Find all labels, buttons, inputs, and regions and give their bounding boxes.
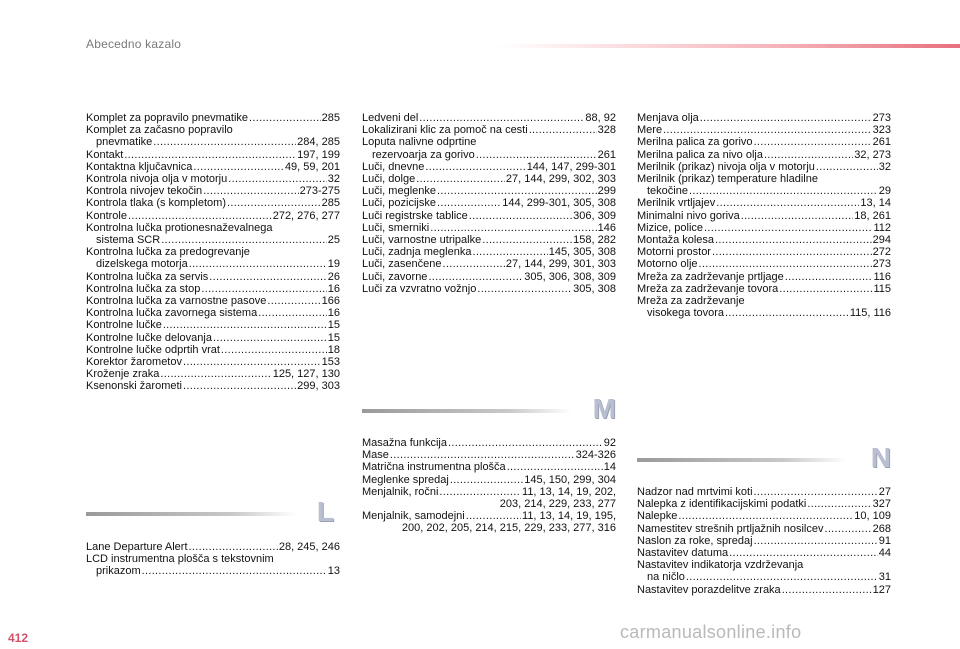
index-entry bbox=[637, 258, 891, 270]
index-entry bbox=[86, 185, 340, 197]
index-entry-term: Kontrolna lučka za servis bbox=[86, 270, 209, 283]
dot-leader bbox=[477, 283, 572, 295]
index-entry-pages: 18 bbox=[327, 343, 340, 356]
index-entry-pages: 284, 285 bbox=[297, 136, 340, 149]
index-entry-term: visokega tovora bbox=[647, 307, 725, 320]
index-entry-term: Meglenke spredaj bbox=[362, 473, 449, 486]
index-entry-pages: 116 bbox=[873, 270, 891, 283]
page-number: 412 bbox=[8, 631, 29, 645]
index-entry-term: Luči, meglenke bbox=[362, 185, 436, 198]
index-entry bbox=[362, 474, 616, 486]
dot-leader bbox=[189, 258, 327, 270]
index-entry-pages: 31 bbox=[878, 571, 891, 584]
index-column-l-entries bbox=[86, 541, 340, 578]
index-entry-term: Merilnik vrtljajev bbox=[637, 197, 716, 210]
index-entry bbox=[637, 234, 891, 246]
dot-leader bbox=[249, 112, 321, 124]
dot-leader bbox=[715, 234, 872, 246]
index-entry-term: Korektor žarometov bbox=[86, 356, 182, 369]
index-entry-pages: 15 bbox=[327, 331, 340, 344]
index-entry-pages: 261 bbox=[597, 148, 616, 161]
dot-leader bbox=[430, 222, 596, 234]
index-entry bbox=[86, 210, 340, 222]
index-entry-term: Masažna funkcija bbox=[362, 437, 447, 449]
index-entry-term: Kontrolne lučke delovanja bbox=[86, 331, 212, 344]
dot-leader bbox=[448, 437, 603, 449]
index-entry-term: sistema SCR bbox=[96, 234, 161, 247]
dot-leader bbox=[689, 185, 878, 197]
index-entry bbox=[86, 136, 340, 148]
index-entry-pages: 18, 261 bbox=[854, 209, 891, 222]
dot-leader bbox=[390, 449, 575, 461]
watermark: carmanualsonline.info bbox=[620, 622, 802, 642]
index-entry-term: Kontrola nivojev tekočin bbox=[86, 185, 203, 198]
index-entry-heading: Komplet za začasno popravilo bbox=[86, 124, 233, 137]
index-entry bbox=[362, 222, 616, 234]
index-entry-term: Lane Departure Alert bbox=[86, 541, 188, 553]
index-entry bbox=[86, 380, 340, 392]
index-entry bbox=[86, 149, 340, 161]
section-heading-n bbox=[637, 444, 891, 478]
dot-leader bbox=[183, 356, 321, 368]
dot-leader bbox=[163, 319, 327, 331]
index-entry bbox=[637, 535, 891, 547]
dot-leader bbox=[469, 210, 572, 222]
dot-leader bbox=[716, 197, 859, 209]
dot-leader bbox=[816, 161, 878, 173]
index-entry bbox=[362, 486, 616, 498]
index-entry bbox=[362, 197, 616, 209]
index-entry-heading: Loputa nalivne odprtine bbox=[362, 136, 477, 149]
index-entry-pages: 11, 13, 14, 19, 195, bbox=[522, 510, 616, 523]
index-entry-pages: 92 bbox=[603, 437, 616, 449]
index-entry-pages: 273 bbox=[872, 112, 891, 124]
index-entry-term: Naslon za roke, spredaj bbox=[637, 534, 753, 547]
dot-leader bbox=[741, 210, 854, 222]
index-entry-pages: 13, 14 bbox=[860, 197, 891, 210]
index-entry-pages: 261 bbox=[872, 136, 891, 149]
dot-leader bbox=[529, 124, 597, 136]
index-entry-pages: 144, 147, 299-301 bbox=[526, 160, 616, 173]
index-entry-pages: 11, 13, 14, 19, 202, bbox=[522, 485, 616, 498]
section-letter-m: M bbox=[592, 393, 616, 424]
index-entry bbox=[86, 173, 340, 185]
dot-leader bbox=[476, 149, 597, 161]
dot-leader bbox=[443, 258, 505, 270]
index-entry-term: Luči, dolge bbox=[362, 173, 416, 186]
dot-leader bbox=[704, 222, 872, 234]
index-entry-term: Mreža za zadrževanje tovora bbox=[637, 282, 779, 295]
dot-leader bbox=[201, 283, 326, 295]
index-entry-heading: LCD instrumentna plošča s tekstovnim bbox=[86, 553, 274, 566]
index-entry-pages: 272 bbox=[872, 246, 891, 259]
index-entry-heading: Mreža za zadrževanje bbox=[637, 295, 745, 308]
dot-leader bbox=[764, 149, 853, 161]
index-entry-term: Kontrole bbox=[86, 209, 127, 222]
dot-leader bbox=[189, 541, 278, 553]
index-entry-pages: 27, 144, 299, 301, 303 bbox=[505, 258, 616, 271]
index-entry-term: Nalepke bbox=[637, 510, 678, 523]
dot-leader bbox=[209, 271, 326, 283]
index-entry-term: Menjalnik, samodejni bbox=[362, 510, 465, 523]
index-entry-term: Mizice, police bbox=[637, 221, 704, 234]
dot-leader bbox=[754, 136, 872, 148]
index-entry-pages: 14 bbox=[603, 461, 616, 474]
index-entry bbox=[362, 149, 616, 161]
index-entry-term: Namestitev strešnih prtljažnih nosilcev bbox=[637, 522, 824, 535]
index-entry-pages: 112 bbox=[873, 221, 891, 234]
dot-leader bbox=[416, 173, 505, 185]
index-entry-term: Kontrolna lučka za varnostne pasove bbox=[86, 295, 267, 308]
index-entry-pages: 268 bbox=[872, 522, 891, 535]
index-column-m-entries bbox=[362, 437, 616, 535]
index-entry-term: Kontrola nivoja olja v motorju bbox=[86, 173, 228, 186]
dot-leader bbox=[729, 547, 878, 559]
index-entry bbox=[86, 258, 340, 270]
index-entry bbox=[637, 210, 891, 222]
dot-leader bbox=[482, 234, 572, 246]
index-entry-term: tekočine bbox=[647, 185, 688, 198]
dot-leader bbox=[678, 510, 853, 522]
dot-leader bbox=[193, 161, 284, 173]
index-entry bbox=[637, 124, 891, 136]
index-entry-heading: Merilnik (prikaz) temperature hladilne bbox=[637, 173, 818, 186]
dot-leader bbox=[507, 461, 603, 473]
index-entry-pages: 27 bbox=[878, 486, 891, 498]
index-column-n-entries bbox=[637, 486, 891, 596]
index-entry-term: Luči, smerniki bbox=[362, 221, 430, 234]
index-entry-pages: 323 bbox=[872, 124, 891, 137]
index-entry-term: Nastavitev datuma bbox=[637, 547, 729, 560]
dot-leader bbox=[725, 307, 849, 319]
index-entry-heading: Kontrolna lučka protionesnaževalnega bbox=[86, 221, 273, 234]
index-entry-term: Kontrolne lučke odprtih vrat bbox=[86, 343, 220, 356]
index-entry-term: Luči, zadnja meglenka bbox=[362, 246, 472, 259]
section-letter-n: N bbox=[870, 442, 891, 473]
index-entry-heading: Nastavitev indikatorja vzdrževanja bbox=[637, 559, 804, 572]
index-entry-pages: 19 bbox=[327, 258, 340, 271]
index-entry-pages: 13 bbox=[327, 565, 340, 578]
index-entry-term: Merilnik (prikaz) nivoja olja v motorju bbox=[637, 160, 815, 173]
index-entry-pages: 91 bbox=[878, 534, 891, 547]
index-entry-term: Kontrolna lučka zavornega sistema bbox=[86, 307, 258, 320]
index-entry-pages: 294 bbox=[872, 234, 891, 247]
index-entry-term: Kroženje zraka bbox=[86, 368, 160, 381]
index-entry-pages: 32, 273 bbox=[854, 148, 891, 161]
index-entry bbox=[637, 498, 891, 510]
dot-leader bbox=[824, 523, 871, 535]
index-entry-term: Motorno olje bbox=[637, 258, 698, 271]
index-entry bbox=[86, 112, 340, 124]
index-entry bbox=[637, 161, 891, 173]
index-entry-term: Kontrola tlaka (s kompletom) bbox=[86, 197, 226, 210]
index-entry-term: Komplet za popravilo pnevmatike bbox=[86, 112, 249, 124]
index-entry-term: Montaža kolesa bbox=[637, 234, 715, 247]
index-entry bbox=[362, 234, 616, 246]
index-entry bbox=[637, 112, 891, 124]
index-entry-pages: 88, 92 bbox=[585, 112, 616, 124]
index-entry-pages: 305, 306, 308, 309 bbox=[524, 270, 616, 283]
index-entry-pages: 299, 303 bbox=[297, 380, 340, 393]
index-entry bbox=[637, 197, 891, 209]
index-entry-term: Kontrolne lučke bbox=[86, 319, 162, 332]
index-entry-pages: 49, 59, 201 bbox=[284, 160, 340, 173]
index-entry-pages: 327 bbox=[872, 498, 891, 511]
index-entry bbox=[637, 523, 891, 535]
index-entry-term: Kontaktna ključavnica bbox=[86, 160, 193, 173]
index-entry bbox=[362, 173, 616, 185]
index-entry-pages: 285 bbox=[321, 112, 340, 124]
index-entry bbox=[86, 319, 340, 331]
dot-leader bbox=[258, 307, 327, 319]
index-entry-pages: 10, 109 bbox=[854, 510, 891, 523]
index-entry-pages: 32 bbox=[878, 160, 891, 173]
dot-leader bbox=[782, 584, 872, 596]
index-entry-term: na ničlo bbox=[647, 571, 685, 584]
index-entry-pages: 25 bbox=[327, 234, 340, 247]
index-entry bbox=[362, 271, 616, 283]
index-entry-pages: 273-275 bbox=[299, 185, 340, 198]
index-entry-term: Lokalizirani klic za pomoč na cesti bbox=[362, 124, 528, 137]
index-entry bbox=[637, 185, 891, 197]
dot-leader bbox=[213, 332, 327, 344]
index-entry-pages: 285 bbox=[321, 197, 340, 210]
index-entry bbox=[637, 283, 891, 295]
index-entry bbox=[86, 197, 340, 209]
index-entry-pages: 306, 309 bbox=[573, 209, 616, 222]
index-entry-pages: 28, 245, 246 bbox=[278, 541, 340, 553]
index-entry-pages: 145, 305, 308 bbox=[548, 246, 616, 259]
header-accent-bar bbox=[496, 44, 960, 48]
index-entry bbox=[637, 307, 891, 319]
section-rule bbox=[86, 512, 296, 516]
dot-leader bbox=[700, 112, 872, 124]
index-entry-pages: 145, 150, 299, 304 bbox=[524, 473, 616, 486]
index-entry-term: Mase bbox=[362, 449, 389, 462]
dot-leader bbox=[267, 295, 320, 307]
index-entry bbox=[86, 295, 340, 307]
index-entry bbox=[362, 112, 616, 124]
dot-leader bbox=[425, 161, 525, 173]
section-rule bbox=[362, 409, 572, 413]
index-entry-term: Luči za vzvratno vožnjo bbox=[362, 282, 477, 295]
index-entry bbox=[362, 437, 616, 449]
index-column-l bbox=[362, 112, 616, 295]
index-entry-term: Luči, dnevne bbox=[362, 160, 425, 173]
index-entry-pages: 153 bbox=[321, 356, 340, 369]
index-entry bbox=[362, 246, 616, 258]
dot-leader bbox=[450, 474, 523, 486]
index-entry-term: Mere bbox=[637, 124, 663, 137]
index-entry-term: Nadzor nad mrtvimi koti bbox=[637, 486, 753, 498]
dot-leader bbox=[428, 271, 523, 283]
dot-leader bbox=[785, 271, 873, 283]
index-entry-pages: 15 bbox=[327, 319, 340, 332]
section-letter-l: L bbox=[316, 496, 334, 527]
index-entry bbox=[637, 246, 891, 258]
dot-leader bbox=[754, 535, 878, 547]
index-entry bbox=[637, 222, 891, 234]
index-entry-pages: 115 bbox=[873, 282, 891, 295]
index-entry-term: Kontrolna lučka za stop bbox=[86, 282, 201, 295]
index-entry bbox=[362, 510, 616, 522]
dot-leader bbox=[437, 185, 597, 197]
index-entry-pages: 16 bbox=[327, 307, 340, 320]
dot-leader bbox=[153, 136, 296, 148]
index-entry bbox=[362, 185, 616, 197]
dot-leader bbox=[124, 149, 296, 161]
index-entry-pages: 44 bbox=[878, 547, 891, 560]
index-entry bbox=[362, 210, 616, 222]
dot-leader bbox=[183, 380, 296, 392]
index-entry-term: Nalepka z identifikacijskimi podatki bbox=[637, 498, 807, 511]
section-rule bbox=[637, 458, 847, 462]
index-entry bbox=[637, 136, 891, 148]
index-entry bbox=[637, 271, 891, 283]
index-entry-term: Ksenonski žarometi bbox=[86, 380, 182, 393]
index-entry bbox=[86, 565, 340, 577]
index-entry-term: Minimalni nivo goriva bbox=[637, 209, 740, 222]
section-title: Abecedno kazalo bbox=[86, 37, 182, 51]
index-entry-pages: 125, 127, 130 bbox=[272, 368, 340, 381]
dot-leader bbox=[699, 258, 872, 270]
dot-leader bbox=[472, 246, 547, 258]
index-entry-pages: 26 bbox=[327, 270, 340, 283]
index-column-k bbox=[86, 112, 340, 393]
index-entry bbox=[86, 234, 340, 246]
index-entry bbox=[362, 449, 616, 461]
index-entry-term: dizelskega motorja bbox=[96, 258, 188, 271]
index-entry-term: Ledveni del bbox=[362, 112, 419, 124]
index-entry bbox=[86, 283, 340, 295]
index-entry-pages: 328 bbox=[597, 124, 616, 137]
dot-leader bbox=[161, 234, 327, 246]
index-entry-pages: 273 bbox=[872, 258, 891, 271]
index-entry-pages: 146 bbox=[597, 221, 616, 234]
dot-leader bbox=[466, 510, 521, 522]
index-entry-pages: 272, 276, 277 bbox=[272, 209, 340, 222]
dot-leader bbox=[712, 246, 872, 258]
index-entry bbox=[86, 344, 340, 356]
index-entry-term: Luči, varnostne utripalke bbox=[362, 234, 482, 247]
index-entry-pages: 29 bbox=[878, 185, 891, 198]
dot-leader bbox=[663, 124, 872, 136]
index-entry bbox=[86, 541, 340, 553]
index-entry bbox=[362, 258, 616, 270]
dot-leader bbox=[160, 368, 271, 380]
index-entry-pages: 197, 199 bbox=[297, 148, 340, 161]
index-entry-term: rezervoarja za gorivo bbox=[372, 148, 475, 161]
index-entry-term: Kontakt bbox=[86, 148, 124, 161]
index-entry-pages: 32 bbox=[327, 173, 340, 186]
index-entry-pages: 166 bbox=[321, 295, 340, 308]
index-entry bbox=[86, 356, 340, 368]
dot-leader bbox=[807, 498, 871, 510]
dot-leader bbox=[227, 197, 321, 209]
index-entry bbox=[637, 486, 891, 498]
index-entry-term: Luči registrske tablice bbox=[362, 209, 468, 222]
index-entry-pages: 305, 308 bbox=[573, 282, 616, 295]
dot-leader bbox=[437, 197, 501, 209]
section-heading-l bbox=[86, 498, 334, 532]
index-entry-term: pnevmatike bbox=[96, 136, 153, 149]
index-column-m bbox=[637, 112, 891, 319]
dot-leader bbox=[128, 210, 272, 222]
index-entry-continuation: 203, 214, 229, 233, 277 bbox=[499, 498, 616, 511]
index-entry bbox=[637, 510, 891, 522]
index-entry-pages: 127 bbox=[872, 583, 891, 596]
index-entry-term: Menjava olja bbox=[637, 112, 699, 124]
index-entry-term: Nastavitev porazdelitve zraka bbox=[637, 583, 781, 596]
index-entry-term: Merilna palica za gorivo bbox=[637, 136, 753, 149]
index-entry bbox=[86, 332, 340, 344]
index-entry-term: Luči, pozicijske bbox=[362, 197, 436, 210]
index-entry bbox=[86, 307, 340, 319]
index-entry-pages: 144, 299-301, 305, 308 bbox=[502, 197, 616, 210]
index-entry-pages: 115, 116 bbox=[849, 307, 891, 320]
dot-leader bbox=[142, 565, 327, 577]
index-entry bbox=[362, 161, 616, 173]
dot-leader bbox=[228, 173, 327, 185]
dot-leader bbox=[754, 486, 878, 498]
section-heading-m bbox=[362, 395, 616, 429]
index-entry-continuation: 200, 202, 205, 214, 215, 229, 233, 277, 316 bbox=[401, 522, 616, 535]
index-entry-pages: 16 bbox=[327, 282, 340, 295]
index-entry-term: Matrična instrumentna plošča bbox=[362, 461, 506, 474]
index-entry-pages: 27, 144, 299, 302, 303 bbox=[505, 173, 616, 186]
dot-leader bbox=[203, 185, 298, 197]
index-entry bbox=[637, 547, 891, 559]
index-entry bbox=[637, 584, 891, 596]
index-entry-term: Mreža za zadrževanje prtljage bbox=[637, 270, 784, 283]
index-entry-term: Luči, zavorne bbox=[362, 270, 428, 283]
dot-leader bbox=[779, 283, 872, 295]
dot-leader bbox=[439, 486, 521, 498]
index-entry bbox=[637, 571, 891, 583]
index-entry bbox=[86, 368, 340, 380]
index-entry-term: prikazom bbox=[96, 565, 141, 578]
index-entry-pages: 299 bbox=[597, 185, 616, 198]
index-entry-term: Merilna palica za nivo olja bbox=[637, 148, 763, 161]
dot-leader bbox=[221, 344, 327, 356]
index-entry-term: Motorni prostor bbox=[637, 246, 711, 259]
dot-leader bbox=[419, 112, 584, 124]
index-entry-term: Luči, zasenčene bbox=[362, 258, 442, 271]
index-entry-term: Menjalnik, ročni bbox=[362, 485, 439, 498]
index-entry bbox=[86, 271, 340, 283]
dot-leader bbox=[686, 571, 878, 583]
index-entry-pages: 158, 282 bbox=[573, 234, 616, 247]
index-entry bbox=[362, 124, 616, 136]
index-entry bbox=[362, 283, 616, 295]
index-entry bbox=[362, 461, 616, 473]
index-entry bbox=[637, 149, 891, 161]
index-entry bbox=[86, 161, 340, 173]
index-entry-pages: 324-326 bbox=[575, 449, 616, 462]
index-entry-heading: Kontrolna lučka za predogrevanje bbox=[86, 246, 250, 259]
